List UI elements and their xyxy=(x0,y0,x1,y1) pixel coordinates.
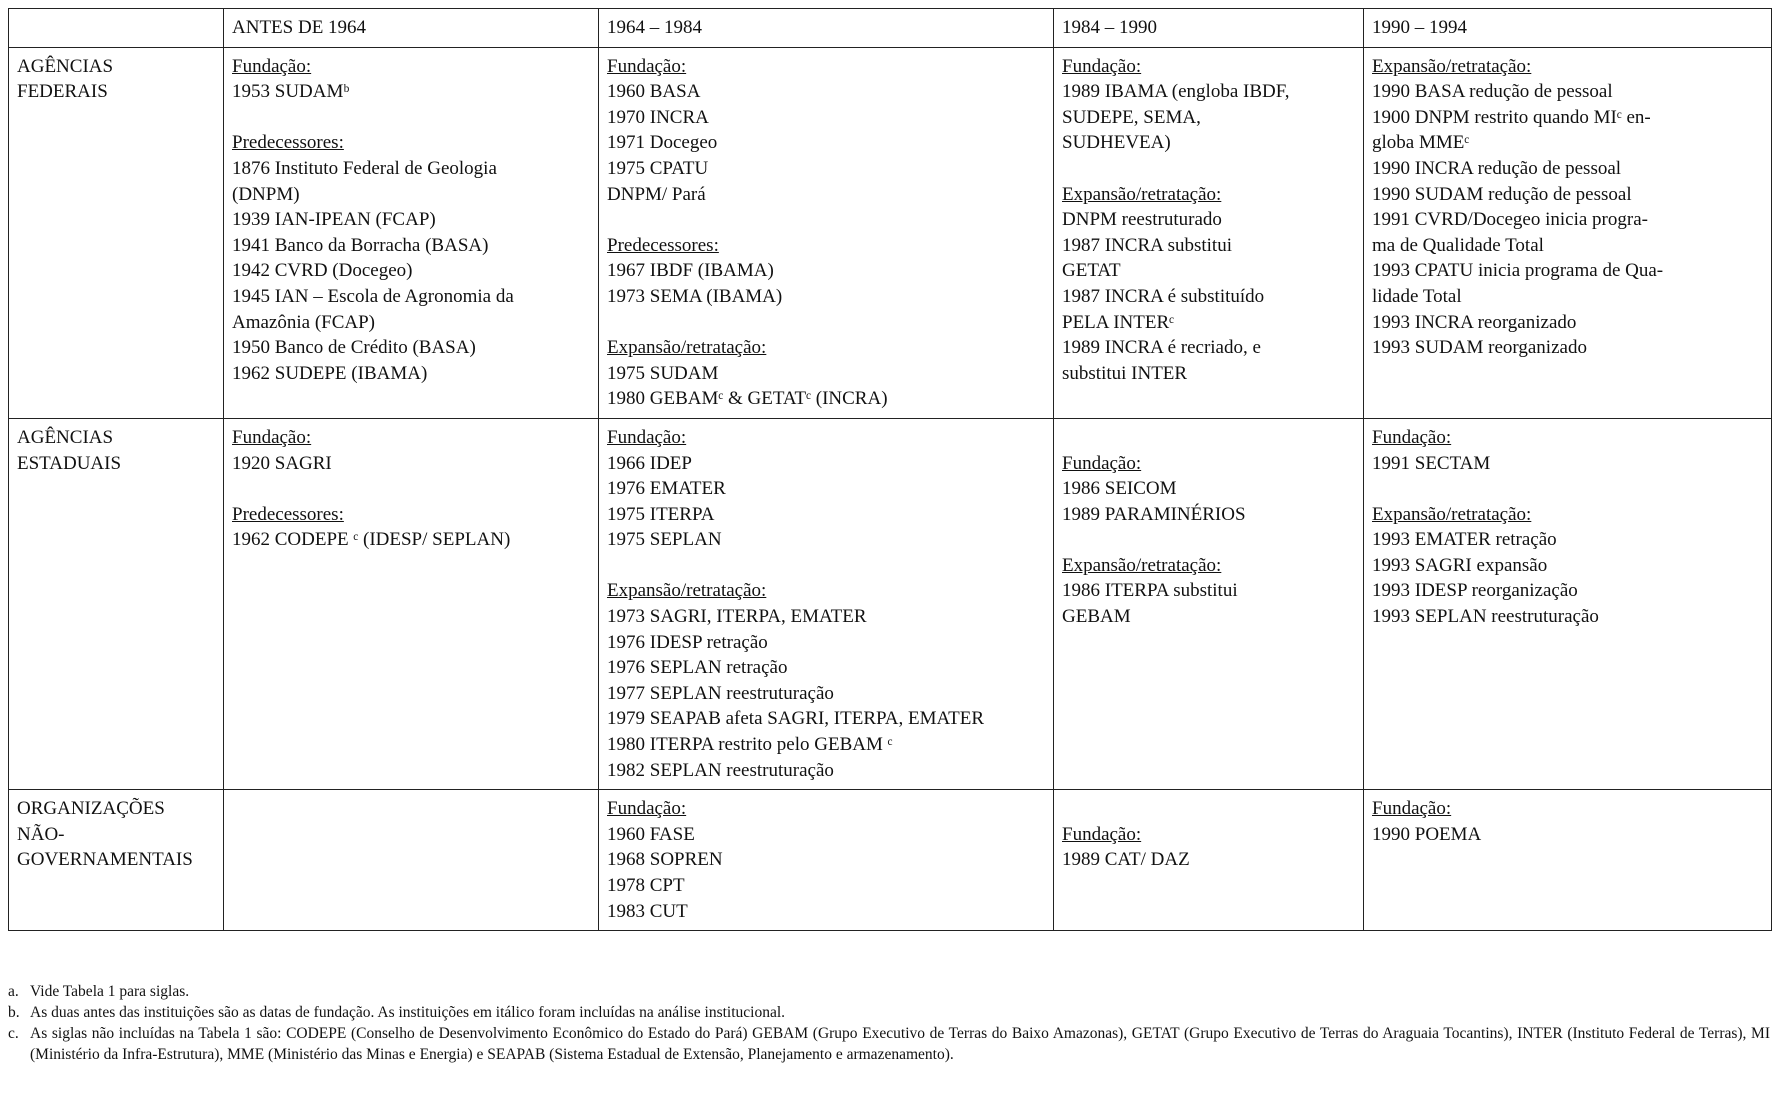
entry-line: Amazônia (FCAP) xyxy=(232,311,376,333)
entry-line: 1990 BASA redução de pessoal xyxy=(1372,81,1613,103)
entry-line: globa MMEᶜ xyxy=(1372,132,1470,154)
table-cell xyxy=(1054,418,1364,789)
header-cell-1964-1984: 1964 – 1984 xyxy=(599,9,1054,48)
entry-line: 1970 INCRA xyxy=(607,106,709,128)
entry-line: SUDHEVEA) xyxy=(1062,132,1171,154)
table-cell xyxy=(1364,790,1772,931)
entry-line: 1973 SAGRI, ITERPA, EMATER xyxy=(607,606,867,628)
section-heading: Fundação: xyxy=(1062,55,1142,77)
table-cell xyxy=(224,790,599,931)
entry-line: DNPM/ Pará xyxy=(607,183,706,205)
entry-line: SUDEPE, SEMA, xyxy=(1062,106,1201,128)
table-cell xyxy=(599,418,1054,789)
entry-line: 1982 SEPLAN reestruturação xyxy=(607,759,834,781)
table-cell xyxy=(599,790,1054,931)
entry-line: 1939 IAN-IPEAN (FCAP) xyxy=(232,209,436,231)
entry-line: 1993 SEPLAN reestruturação xyxy=(1372,606,1599,628)
table-cell xyxy=(1364,418,1772,789)
entry-line: DNPM reestruturado xyxy=(1062,209,1222,231)
row-label-cell xyxy=(9,790,224,931)
entry-line: 1975 ITERPA xyxy=(607,503,715,525)
entry-line: 1976 IDESP retração xyxy=(607,631,768,653)
entry-line: 1993 INCRA reorganizado xyxy=(1372,311,1577,333)
entry-line: 1977 SEPLAN reestruturação xyxy=(607,682,834,704)
entry-line: 1962 SUDEPE (IBAMA) xyxy=(232,362,428,384)
entry-line: 1990 POEMA xyxy=(1372,823,1482,845)
table-cell xyxy=(1054,47,1364,418)
section-heading: Predecessores: xyxy=(607,234,719,256)
entry-line: 1987 INCRA é substituído xyxy=(1062,285,1265,307)
entry-line: 1990 INCRA redução de pessoal xyxy=(1372,157,1622,179)
table-cell xyxy=(224,47,599,418)
footnotes xyxy=(8,981,1770,1065)
entry-line: 1971 Docegeo xyxy=(607,132,718,154)
entry-line: 1967 IBDF (IBAMA) xyxy=(607,260,774,282)
section-heading: Expansão/retratação: xyxy=(1062,554,1222,576)
entry-line: 1993 EMATER retração xyxy=(1372,529,1557,551)
entry-line: 1968 SOPREN xyxy=(607,849,723,871)
table-row xyxy=(9,790,1772,931)
table-cell xyxy=(1364,47,1772,418)
entry-line: ma de Qualidade Total xyxy=(1372,234,1544,256)
row-label-cell xyxy=(9,47,224,418)
entry-line: 1900 DNPM restrito quando MIᶜ en- xyxy=(1372,106,1651,128)
section-heading: Fundação: xyxy=(232,55,312,77)
row-label-cell xyxy=(9,418,224,789)
entry-line: 1941 Banco da Borracha (BASA) xyxy=(232,234,489,256)
entry-line: 1953 SUDAMᵇ xyxy=(232,81,350,103)
footnote xyxy=(8,1023,1770,1065)
entry-line: 1975 SUDAM xyxy=(607,362,719,384)
entry-line: 1993 IDESP reorganização xyxy=(1372,580,1578,602)
section-heading: Expansão/retratação: xyxy=(1062,183,1222,205)
table-body xyxy=(9,9,1772,931)
entry-line: 1986 ITERPA substitui xyxy=(1062,580,1238,602)
entry-line: 1976 SEPLAN retração xyxy=(607,657,788,679)
entry-line: 1962 CODEPE ᶜ (IDESP/ SEPLAN) xyxy=(232,529,511,551)
footnote-mark: a. xyxy=(8,983,19,1000)
row-label-line: FEDERAIS xyxy=(17,81,108,103)
table-cell xyxy=(224,418,599,789)
section-heading: Fundação: xyxy=(1062,823,1142,845)
entry-line: 1980 GEBAMᶜ & GETATᶜ (INCRA) xyxy=(607,388,888,410)
section-heading: Expansão/retratação: xyxy=(1372,503,1532,525)
entry-line: substitui INTER xyxy=(1062,362,1188,384)
entry-line: 1989 INCRA é recriado, e xyxy=(1062,337,1261,359)
section-heading: Predecessores: xyxy=(232,132,344,154)
entry-line: 1991 SECTAM xyxy=(1372,452,1491,474)
entry-line: 1990 SUDAM redução de pessoal xyxy=(1372,183,1632,205)
entry-line: 1989 CAT/ DAZ xyxy=(1062,849,1190,871)
section-heading: Fundação: xyxy=(1372,798,1452,820)
section-heading: Fundação: xyxy=(607,798,687,820)
entry-line: 1993 CPATU inicia programa de Qua- xyxy=(1372,260,1664,282)
entry-line: 1973 SEMA (IBAMA) xyxy=(607,285,783,307)
section-heading: Fundação: xyxy=(607,426,687,448)
entry-line: 1920 SAGRI xyxy=(232,452,332,474)
footnote-mark: c. xyxy=(8,1025,19,1042)
institutions-table xyxy=(8,8,1772,931)
footnote xyxy=(8,981,1770,1002)
entry-line: GETAT xyxy=(1062,260,1121,282)
header-cell-1984-1990: 1984 – 1990 xyxy=(1054,9,1364,48)
table-header-row xyxy=(9,9,1772,48)
row-label-line: AGÊNCIAS xyxy=(17,55,114,77)
entry-line: 1966 IDEP xyxy=(607,452,692,474)
entry-line: 1945 IAN – Escola de Agronomia da xyxy=(232,285,514,307)
footnote-text: As duas antes das instituições são as datas de fundação. As instituições em itálico foram incluídas na análise institucional. xyxy=(30,1004,786,1021)
header-cell-1990-1994: 1990 – 1994 xyxy=(1364,9,1772,48)
entry-line: 1975 CPATU xyxy=(607,157,709,179)
row-label-line: GOVERNAMENTAIS xyxy=(17,849,193,871)
entry-line: 1993 SAGRI expansão xyxy=(1372,554,1548,576)
table-cell xyxy=(599,47,1054,418)
entry-line: 1975 SEPLAN xyxy=(607,529,722,551)
section-heading: Fundação: xyxy=(1062,452,1142,474)
entry-line: 1993 SUDAM reorganizado xyxy=(1372,337,1587,359)
footnote-mark: b. xyxy=(8,1004,20,1021)
entry-line: GEBAM xyxy=(1062,606,1131,628)
entry-line: 1980 ITERPA restrito pelo GEBAM ᶜ xyxy=(607,734,893,756)
section-heading: Predecessores: xyxy=(232,503,344,525)
entry-line: 1983 CUT xyxy=(607,900,688,922)
header-cell-antes-1964: ANTES DE 1964 xyxy=(224,9,599,48)
entry-line: 1978 CPT xyxy=(607,875,685,896)
entry-line: 1960 BASA xyxy=(607,81,701,103)
section-heading: Expansão/retratação: xyxy=(607,337,767,359)
footnote-text: Vide Tabela 1 para siglas. xyxy=(30,983,190,1000)
table-row xyxy=(9,418,1772,789)
entry-line: 1989 PARAMINÉRIOS xyxy=(1062,503,1246,525)
entry-line: 1942 CVRD (Docegeo) xyxy=(232,260,413,282)
header-cell-empty xyxy=(9,9,224,48)
entry-line: 1989 IBAMA (engloba IBDF, xyxy=(1062,81,1290,103)
section-heading: Expansão/retratação: xyxy=(607,580,767,602)
section-heading: Fundação: xyxy=(607,55,687,77)
footnote xyxy=(8,1002,1770,1023)
table-row xyxy=(9,47,1772,418)
entry-line: 1991 CVRD/Docegeo inicia progra- xyxy=(1372,209,1648,231)
entry-line: 1876 Instituto Federal de Geologia xyxy=(232,157,497,179)
entry-line: 1950 Banco de Crédito (BASA) xyxy=(232,337,476,359)
entry-line: 1986 SEICOM xyxy=(1062,478,1177,500)
entry-line: 1979 SEAPAB afeta SAGRI, ITERPA, EMATER xyxy=(607,708,985,730)
row-label-line: ORGANIZAÇÕES NÃO- xyxy=(17,798,165,845)
section-heading: Fundação: xyxy=(232,426,312,448)
entry-line: (DNPM) xyxy=(232,183,300,205)
row-label-line: ESTADUAIS xyxy=(17,452,122,474)
entry-line: 1960 FASE xyxy=(607,823,695,845)
footnote-text: As siglas não incluídas na Tabela 1 são: CODEPE (Conselho de Desenvolvimento Econômico do Estado do Pará) GEBAM (Grupo Executivo de Terras do Baixo Amazonas), GETAT (Grupo Executivo de Terras do Araguaia Tocantins), INTER (Instituto Federal de Terras), MI (Ministério da Infra-Estrutura), MME (Ministério das Minas e Energia) e SEAPAB (Sistema Estadual de Extensão, Planejamento e armazenamento). xyxy=(30,1025,1770,1063)
entry-line: 1976 EMATER xyxy=(607,478,726,500)
section-heading: Expansão/retratação: xyxy=(1372,55,1532,77)
entry-line: 1987 INCRA substitui xyxy=(1062,234,1232,256)
entry-line: lidade Total xyxy=(1372,285,1462,307)
entry-line: PELA INTERᶜ xyxy=(1062,311,1174,333)
row-label-line: AGÊNCIAS xyxy=(17,426,114,448)
table-cell xyxy=(1054,790,1364,931)
section-heading: Fundação: xyxy=(1372,426,1452,448)
